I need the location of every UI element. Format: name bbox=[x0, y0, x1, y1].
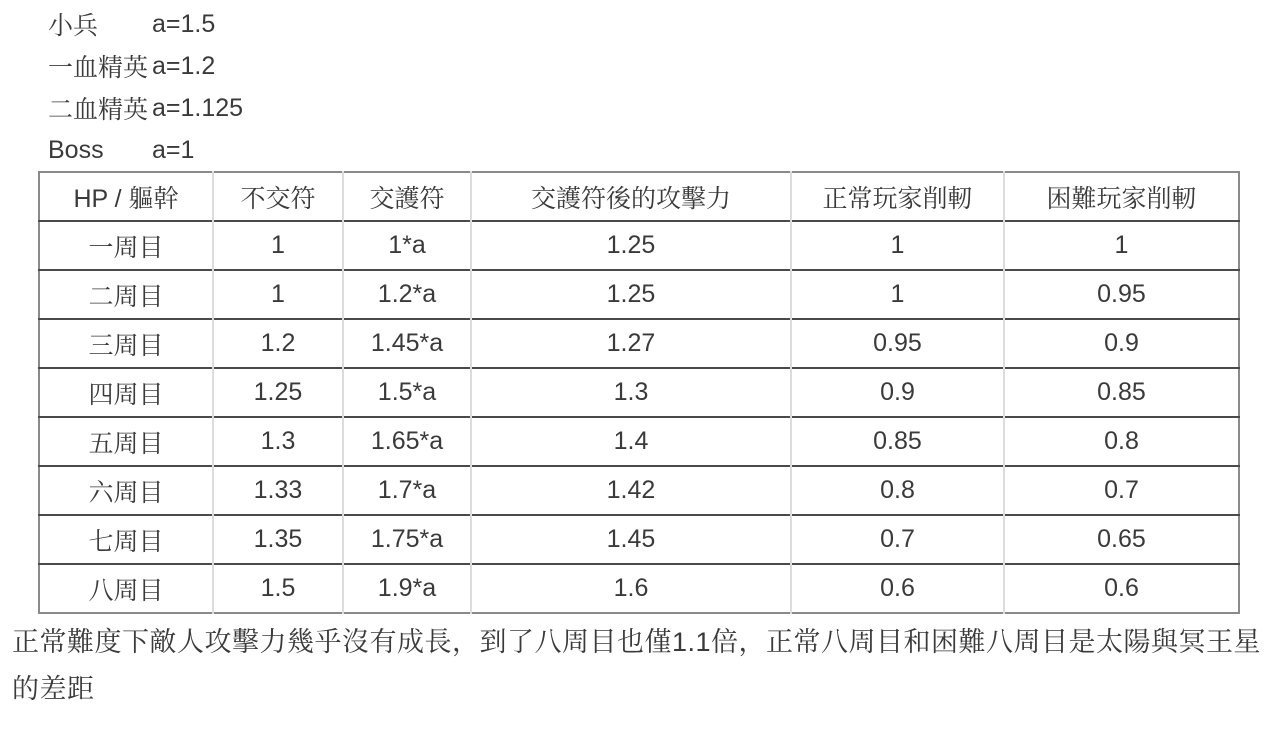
table-cell: 三周目 bbox=[39, 319, 213, 368]
header-cell: HP / 軀幹 bbox=[73, 184, 179, 213]
table-cell: 0.6 bbox=[791, 564, 1004, 613]
table-cell: 1.45 bbox=[471, 515, 791, 564]
note-value: a=1.125 bbox=[152, 93, 244, 122]
note-line-elite2 bbox=[48, 87, 1287, 129]
header-cell: 困難玩家削軔 bbox=[1004, 172, 1239, 221]
note-label: 一血精英 bbox=[48, 54, 149, 82]
table-cell: 1.45*a bbox=[343, 319, 471, 368]
table-cell: 1.2 bbox=[213, 319, 343, 368]
table-cell: 0.85 bbox=[1004, 368, 1239, 417]
table-cell: 0.9 bbox=[791, 368, 1004, 417]
table-cell: 0.6 bbox=[1004, 564, 1239, 613]
table-cell: 七周目 bbox=[39, 515, 213, 564]
table-cell: 1 bbox=[791, 221, 1004, 270]
table-cell: 五周目 bbox=[39, 417, 213, 466]
note-label: 二血精英 bbox=[48, 96, 149, 124]
table-cell: 1.5*a bbox=[343, 368, 471, 417]
table-cell: 1.3 bbox=[471, 368, 791, 417]
table-header-row bbox=[39, 172, 1239, 221]
table-row bbox=[39, 270, 1239, 319]
table-row bbox=[39, 564, 1239, 613]
note-line-elite1 bbox=[48, 45, 1287, 87]
table-cell: 1 bbox=[213, 221, 343, 270]
table-cell: 1.4 bbox=[471, 417, 791, 466]
table-cell: 1.9*a bbox=[343, 564, 471, 613]
ng-cycle-stats-table bbox=[38, 171, 1240, 614]
table-cell: 1.42 bbox=[471, 466, 791, 515]
table-row bbox=[39, 417, 1239, 466]
table-cell: 0.9 bbox=[1004, 319, 1239, 368]
table-cell: 1 bbox=[213, 270, 343, 319]
note-value: a=1.5 bbox=[152, 9, 216, 38]
footer-commentary: 正常難度下敵人攻擊力幾乎沒有成長，到了八周目也僅1.1倍，正常八周目和困難八周目是太陽與冥王星的差距 bbox=[12, 627, 1262, 704]
table-cell: 1.35 bbox=[213, 515, 343, 564]
table-cell: 1.2*a bbox=[343, 270, 471, 319]
note-label: Boss bbox=[48, 135, 104, 164]
table-cell: 1.7*a bbox=[343, 466, 471, 515]
table-cell: 0.85 bbox=[791, 417, 1004, 466]
table-cell: 0.65 bbox=[1004, 515, 1239, 564]
enemy-multiplier-notes bbox=[0, 0, 1287, 171]
header-cell: 交護符後的攻擊力 bbox=[471, 172, 791, 221]
note-value: a=1.2 bbox=[152, 51, 216, 80]
table-row bbox=[39, 466, 1239, 515]
note-line-minion bbox=[48, 3, 1287, 45]
table-cell: 六周目 bbox=[39, 466, 213, 515]
table-cell: 1 bbox=[791, 270, 1004, 319]
table-cell: 四周目 bbox=[39, 368, 213, 417]
table-cell: 一周目 bbox=[39, 221, 213, 270]
table-cell: 0.7 bbox=[1004, 466, 1239, 515]
table-row bbox=[39, 368, 1239, 417]
header-cell: 正常玩家削軔 bbox=[791, 172, 1004, 221]
table-cell: 1.75*a bbox=[343, 515, 471, 564]
header-cell: 不交符 bbox=[213, 172, 343, 221]
table-cell: 0.8 bbox=[1004, 417, 1239, 466]
note-line-boss bbox=[48, 129, 1287, 171]
table-cell: 1.33 bbox=[213, 466, 343, 515]
table-cell: 1.6 bbox=[471, 564, 791, 613]
table-cell: 1*a bbox=[343, 221, 471, 270]
table-cell: 0.95 bbox=[1004, 270, 1239, 319]
note-label: 小兵 bbox=[48, 12, 99, 40]
table-row bbox=[39, 221, 1239, 270]
table-cell: 1.25 bbox=[213, 368, 343, 417]
table-cell: 八周目 bbox=[39, 564, 213, 613]
header-cell: 交護符 bbox=[343, 172, 471, 221]
table-cell: 1.25 bbox=[471, 221, 791, 270]
table-cell: 1.3 bbox=[213, 417, 343, 466]
table-cell: 1.25 bbox=[471, 270, 791, 319]
table-cell: 1.27 bbox=[471, 319, 791, 368]
table-cell: 0.7 bbox=[791, 515, 1004, 564]
note-value: a=1 bbox=[152, 135, 195, 164]
table-cell: 1.5 bbox=[213, 564, 343, 613]
table-row bbox=[39, 319, 1239, 368]
table-cell: 0.95 bbox=[791, 319, 1004, 368]
table-cell: 0.8 bbox=[791, 466, 1004, 515]
table-cell: 1.65*a bbox=[343, 417, 471, 466]
table-cell: 二周目 bbox=[39, 270, 213, 319]
table-cell: 1 bbox=[1004, 221, 1239, 270]
table-row bbox=[39, 515, 1239, 564]
